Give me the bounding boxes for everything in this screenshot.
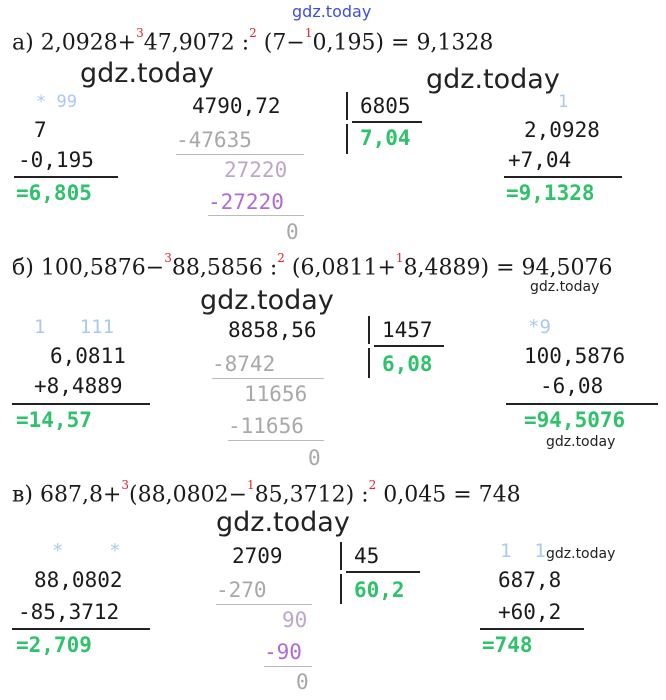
order-mark: 2 — [368, 478, 377, 492]
operand-top: 7 — [34, 118, 47, 142]
operand-top: 6,0811 — [50, 344, 126, 368]
divisor: 6805 — [360, 94, 411, 118]
operand-top: 88,0802 — [34, 568, 123, 592]
order-mark: 1 — [304, 26, 313, 40]
partial-subtrahend: -47635 — [176, 128, 252, 152]
order-mark: 3 — [121, 478, 130, 492]
dividend: 4790,72 — [192, 94, 281, 118]
watermark: gdz.today — [426, 64, 560, 95]
operand-bottom: +60,2 — [498, 600, 562, 624]
result: =94,5076 — [524, 408, 626, 432]
final-remainder: 0 — [296, 670, 309, 694]
watermark: gdz.today — [546, 434, 616, 450]
order-mark: 3 — [136, 26, 144, 40]
partial-subtrahend: -8742 — [212, 352, 276, 376]
partial-remainder: 11656 — [244, 382, 308, 406]
result: =2,709 — [16, 633, 92, 657]
order-mark: 2 — [277, 251, 285, 265]
sum-line — [480, 628, 584, 630]
divisor-line — [374, 345, 444, 347]
watermark: gdz.today — [80, 58, 214, 89]
division-line — [176, 154, 304, 155]
quotient: 6,08 — [382, 352, 433, 376]
operand-bottom: +8,4889 — [34, 374, 123, 398]
equation-label: в) — [12, 482, 33, 508]
equation-b: б) 100,5876−$^3$88,5856 :$^2$ (6,0811+$^1$8,4889) = 94,5076 — [12, 251, 613, 281]
partial-remainder: 90 — [282, 608, 308, 632]
division-bar — [368, 348, 370, 378]
partial-remainder: 27220 — [224, 158, 288, 182]
divisor-line — [346, 571, 420, 573]
carry-marks: *9 — [528, 316, 551, 338]
divisor: 45 — [354, 544, 380, 568]
division-line — [228, 440, 324, 441]
operand-bottom: -0,195 — [18, 148, 94, 172]
operand-bottom: +7,04 — [508, 148, 572, 172]
watermark-top: gdz.today — [292, 2, 372, 21]
quotient: 7,04 — [360, 126, 411, 150]
carry-marks: 1 111 — [34, 316, 115, 338]
order-mark: 3 — [164, 251, 172, 265]
quotient: 60,2 — [354, 578, 405, 602]
division-line — [208, 215, 304, 216]
divisor: 1457 — [382, 318, 433, 342]
sum-line — [504, 176, 622, 178]
division-bar — [340, 574, 342, 604]
sum-line — [14, 176, 118, 178]
operand-bottom: -6,08 — [540, 374, 604, 398]
equation-c: в) 687,8+$^3$(88,0802−$^1$85,3712) :$^2$ 0,045 = 748 — [12, 478, 521, 508]
carry-marks: * * — [52, 540, 121, 562]
equation-label: а) — [12, 30, 34, 56]
watermark: gdz.today — [216, 507, 350, 538]
partial-subtrahend: -270 — [216, 578, 267, 602]
operand-top: 687,8 — [498, 568, 562, 592]
order-mark: 2 — [249, 26, 257, 40]
carry-marks: 1 — [558, 92, 569, 112]
result: =14,57 — [16, 408, 92, 432]
sum-line — [12, 628, 150, 630]
watermark: gdz.today — [546, 546, 616, 562]
equation-a: а) 2,0928+$^3$47,9072 :$^2$ (7−$^1$0,195) = 9,1328 — [12, 26, 494, 56]
final-remainder: 0 — [308, 446, 321, 470]
division-bar — [368, 316, 370, 344]
division-line — [216, 604, 312, 605]
division-bar — [346, 124, 348, 154]
order-mark: 1 — [395, 251, 404, 265]
result: =748 — [482, 633, 533, 657]
dividend: 2709 — [232, 544, 283, 568]
partial-subtrahend: -11656 — [228, 414, 304, 438]
result: =6,805 — [16, 181, 92, 205]
sum-line — [12, 403, 150, 405]
dividend: 8858,56 — [228, 318, 317, 342]
division-line — [264, 666, 312, 667]
result: =9,1328 — [506, 181, 595, 205]
final-remainder: 0 — [286, 220, 299, 244]
division-bar — [340, 542, 342, 570]
order-mark: 1 — [247, 478, 255, 492]
partial-subtrahend: -27220 — [208, 190, 284, 214]
watermark: gdz.today — [530, 279, 600, 295]
carry-marks: 1 1 — [500, 540, 546, 562]
carry-marks: * 99 — [36, 92, 77, 112]
operand-bottom: -85,3712 — [18, 600, 120, 624]
partial-subtrahend: -90 — [264, 640, 302, 664]
operand-top: 2,0928 — [524, 118, 600, 142]
operand-top: 100,5876 — [524, 344, 626, 368]
division-bar — [346, 92, 348, 120]
divisor-line — [352, 121, 422, 123]
sum-line — [506, 403, 658, 405]
equation-label: б) — [12, 255, 34, 281]
watermark: gdz.today — [200, 285, 334, 316]
division-line — [212, 378, 324, 379]
